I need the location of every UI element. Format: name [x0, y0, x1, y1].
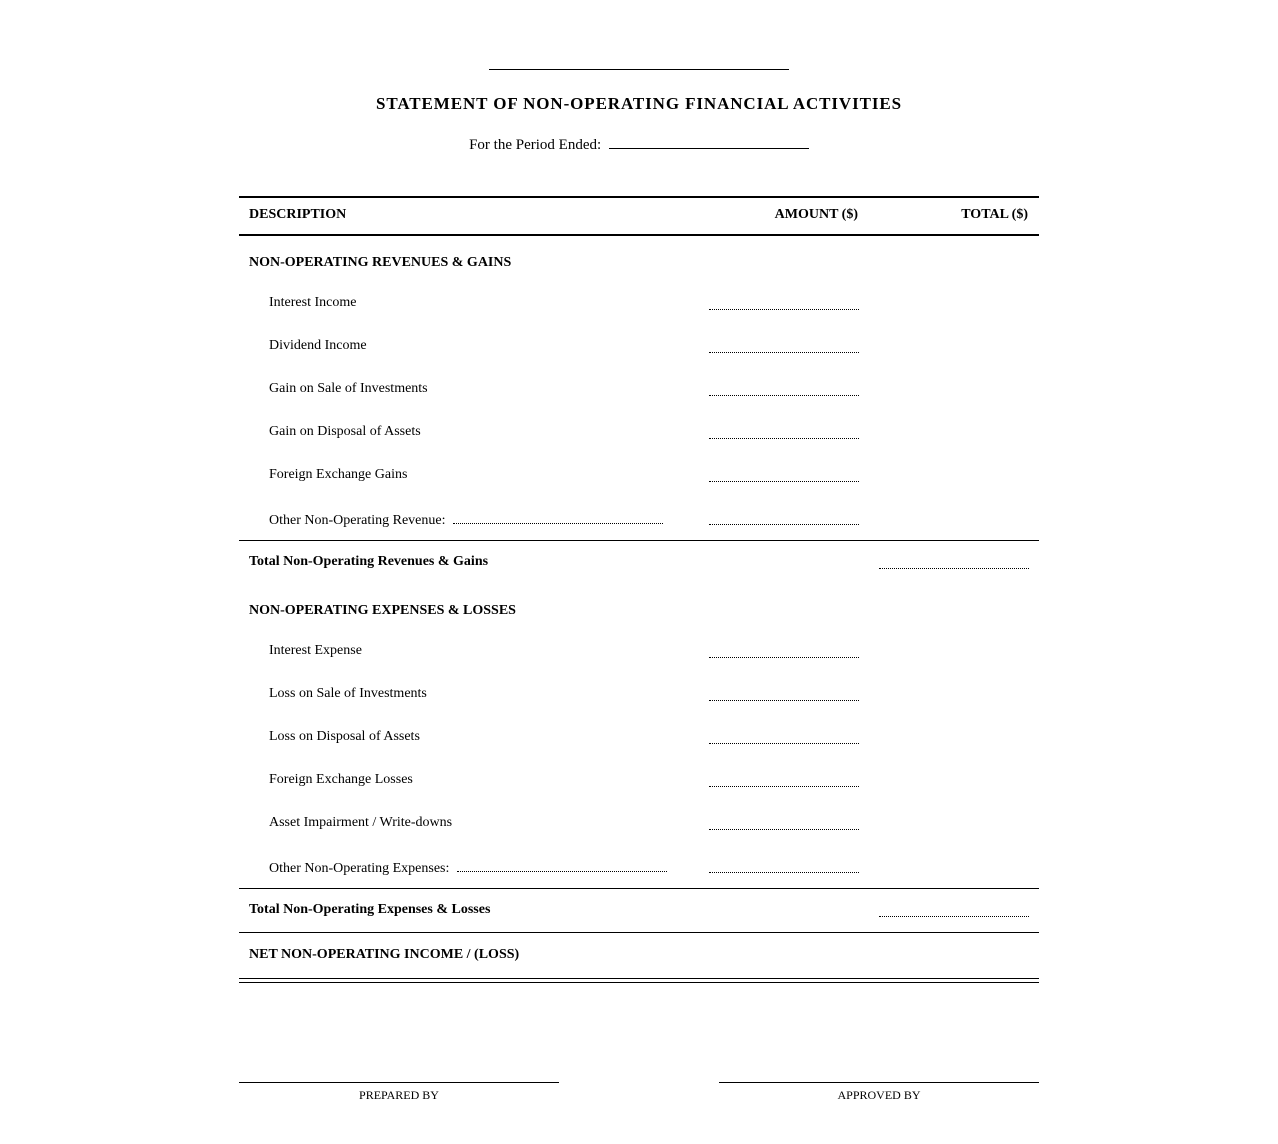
- revenue-item-label: Interest Income: [269, 295, 357, 310]
- expenses-total-field[interactable]: [879, 916, 1029, 917]
- column-header-amount: AMOUNT ($): [774, 207, 858, 222]
- period-row: [239, 137, 1039, 154]
- revenue-item-label: Foreign Exchange Gains: [269, 467, 408, 482]
- revenues-total-field[interactable]: [879, 568, 1029, 569]
- revenue-item-label: Gain on Disposal of Assets: [269, 424, 421, 439]
- expense-item-label: Foreign Exchange Losses: [269, 772, 413, 787]
- expenses-section-title: NON-OPERATING EXPENSES & LOSSES: [249, 603, 516, 618]
- revenue-item-label: Dividend Income: [269, 338, 367, 353]
- revenue-amount-field[interactable]: [709, 395, 859, 396]
- revenues-total-rule: [239, 540, 1039, 541]
- net-double-rule-lower: [239, 982, 1039, 983]
- column-header-total: TOTAL ($): [961, 207, 1028, 222]
- period-ended-field[interactable]: [609, 138, 809, 149]
- net-double-rule-upper: [239, 978, 1039, 979]
- period-label: For the Period Ended:: [469, 137, 602, 153]
- revenues-total-label: Total Non-Operating Revenues & Gains: [249, 554, 489, 569]
- expense-amount-field[interactable]: [709, 829, 859, 830]
- prepared-by-signature-line[interactable]: [239, 1082, 559, 1083]
- expense-item-label: Loss on Sale of Investments: [269, 686, 427, 701]
- revenue-amount-field[interactable]: [709, 352, 859, 353]
- expense-item-label: Interest Expense: [269, 643, 362, 658]
- revenue-amount-field[interactable]: [709, 438, 859, 439]
- expenses-total-label: Total Non-Operating Expenses & Losses: [249, 902, 491, 917]
- revenue-amount-field[interactable]: [709, 481, 859, 482]
- revenue-amount-field[interactable]: [709, 309, 859, 310]
- other-expense-row: [269, 861, 667, 877]
- expense-amount-field[interactable]: [709, 786, 859, 787]
- expense-item-label: Asset Impairment / Write-downs: [269, 815, 453, 830]
- title-top-rule: [489, 69, 789, 70]
- expense-amount-field[interactable]: [709, 700, 859, 701]
- table-top-rule: [239, 196, 1039, 198]
- prepared-by-label: PREPARED BY: [359, 1088, 439, 1102]
- revenues-section-title: NON-OPERATING REVENUES & GAINS: [249, 255, 512, 270]
- other-expense-description-field[interactable]: [457, 861, 667, 872]
- other-revenue-row: [269, 513, 663, 529]
- other-expense-amount-field[interactable]: [709, 872, 859, 873]
- other-expense-label: Other Non-Operating Expenses:: [269, 861, 450, 876]
- net-top-rule: [239, 932, 1039, 933]
- approved-by-signature-line[interactable]: [719, 1082, 1039, 1083]
- net-income-label: NET NON-OPERATING INCOME / (LOSS): [249, 947, 520, 962]
- expenses-total-rule: [239, 888, 1039, 889]
- expense-amount-field[interactable]: [709, 743, 859, 744]
- other-revenue-amount-field[interactable]: [709, 524, 859, 525]
- document-title: STATEMENT OF NON-OPERATING FINANCIAL ACTIVITIES: [376, 94, 902, 113]
- header-bottom-rule: [239, 234, 1039, 236]
- column-header-description: DESCRIPTION: [249, 207, 347, 222]
- expense-amount-field[interactable]: [709, 657, 859, 658]
- expense-item-label: Loss on Disposal of Assets: [269, 729, 420, 744]
- other-revenue-description-field[interactable]: [453, 513, 663, 524]
- other-revenue-label: Other Non-Operating Revenue:: [269, 513, 446, 528]
- revenue-item-label: Gain on Sale of Investments: [269, 381, 428, 396]
- approved-by-label: APPROVED BY: [837, 1088, 921, 1102]
